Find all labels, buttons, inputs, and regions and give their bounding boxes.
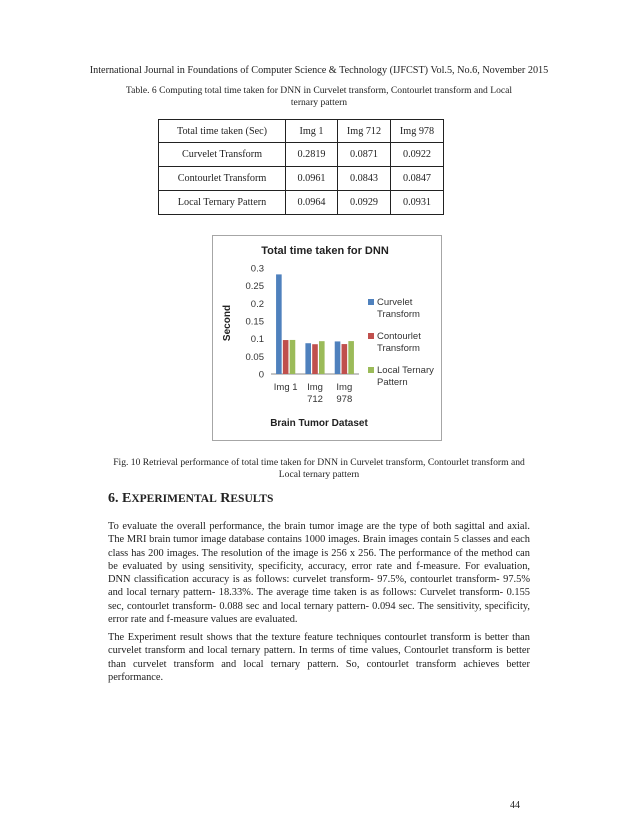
x-tick-label: 978 xyxy=(336,394,353,405)
time-table xyxy=(158,119,444,215)
table-cell: Local Ternary Pattern xyxy=(159,191,286,215)
bar-3-1 xyxy=(290,340,296,374)
legend-swatch xyxy=(368,333,374,339)
table-cell: 0.0931 xyxy=(391,191,444,215)
table-cell: Curvelet Transform xyxy=(159,143,286,167)
section-title-initial: R xyxy=(220,491,231,506)
paragraph: To evaluate the overall performance, the brain tumor image are the type of both sagittal and axial. The MRI brain tumor image database contains 1000 images. Brain images contain 5 classes and each class has 200 images. The resolution of the image is 256 x 256. The performance of the method can be evaluated by using sensitivity, specificity, accuracy, error rate and f-measure. For evaluation, DNN classification accuracy is as follows: curvelet transform- 97.5%, contourlet transform- 97.5% and local ternary pattern- 18.33%. The average time taken is as follows: Curvelet transform- 0.155 sec, contourlet transform- 0.088 sec and local ternary pattern- 0.094 sec. The sensitivity, specificity, error rate and f-measure values are evaluated. xyxy=(108,521,530,626)
legend-label: Transform xyxy=(377,309,420,320)
y-axis-label: Second xyxy=(222,304,233,342)
legend-swatch xyxy=(368,367,374,373)
table-row xyxy=(159,191,444,215)
table-header-cell: Img 978 xyxy=(391,120,444,143)
bar-1-3 xyxy=(335,341,341,374)
x-tick-label: Img 1 xyxy=(273,382,298,393)
section-title-initial: E xyxy=(122,491,132,506)
figure-caption xyxy=(108,457,530,481)
page-number: 44 xyxy=(510,800,520,811)
bar-2-2 xyxy=(312,344,318,374)
table-cell: 0.0961 xyxy=(286,167,338,191)
table-cell: 0.0964 xyxy=(286,191,338,215)
section-title-rest: XPERIMENTAL xyxy=(131,493,217,505)
table-cell: 0.0871 xyxy=(338,143,391,167)
table-cell: 0.0843 xyxy=(338,167,391,191)
figure-caption-line1: Fig. 10 Retrieval performance of total time taken for DNN in Curvelet transform, Contourlet transform and xyxy=(113,457,525,468)
table-header-row xyxy=(159,120,444,143)
chart-title: Total time taken for DNN xyxy=(261,245,389,257)
bar-3-2 xyxy=(319,341,325,374)
legend-label: Transform xyxy=(377,343,420,354)
paragraph: The Experiment result shows that the texture feature techniques contourlet transform is better than curvelet transform and local ternary pattern. In terms of time values, Contourlet transform is better than curvelet transform and local ternary pattern. So, contourlet transform achieves better performance. xyxy=(108,632,530,683)
table-caption-line1: Table. 6 Computing total time taken for DNN in Curvelet transform, Contourlet transform and Local xyxy=(125,85,513,96)
y-tick-label: 0.05 xyxy=(245,351,264,363)
table-cell: 0.0929 xyxy=(338,191,391,215)
bar-chart xyxy=(212,235,442,441)
bar-2-1 xyxy=(283,340,289,374)
table-row xyxy=(159,167,444,191)
legend-label: Local Ternary xyxy=(377,365,434,376)
table-header-cell: Img 1 xyxy=(286,120,338,143)
x-tick-label: Img xyxy=(307,382,323,393)
y-tick-label: 0 xyxy=(258,369,264,381)
legend-label: Curvelet xyxy=(377,297,413,308)
section-heading xyxy=(108,491,273,507)
table-cell: 0.0847 xyxy=(391,167,444,191)
table-header-cell: Img 712 xyxy=(338,120,391,143)
section-title-rest: ESULTS xyxy=(230,493,274,505)
table-row xyxy=(159,143,444,167)
bar-1-1 xyxy=(276,274,282,374)
bar-2-3 xyxy=(342,344,348,374)
x-axis-label: Brain Tumor Dataset xyxy=(270,418,368,429)
table-header-cell: Total time taken (Sec) xyxy=(159,120,286,143)
x-tick-label: 712 xyxy=(307,394,323,405)
legend-label: Pattern xyxy=(377,377,408,388)
section-number: 6. xyxy=(108,491,119,506)
table-caption-line2: ternary pattern xyxy=(290,97,348,108)
legend-swatch xyxy=(368,299,374,305)
y-tick-label: 0.15 xyxy=(245,316,264,328)
bar-3-3 xyxy=(348,341,354,374)
y-tick-label: 0.25 xyxy=(245,281,264,293)
x-tick-label: Img xyxy=(336,382,353,393)
table-caption xyxy=(108,85,530,109)
legend-label: Contourlet xyxy=(377,331,421,342)
figure-caption-line2: Local ternary pattern xyxy=(278,469,360,480)
y-tick-label: 0.2 xyxy=(250,298,264,310)
y-tick-label: 0.3 xyxy=(250,263,264,275)
bar-1-2 xyxy=(305,343,311,374)
table-cell: 0.2819 xyxy=(286,143,338,167)
y-tick-label: 0.1 xyxy=(250,334,264,346)
table-cell: Contourlet Transform xyxy=(159,167,286,191)
journal-header: International Journal in Foundations of Computer Science & Technology (IJFCST) Vol.5, No.6, November 2015 xyxy=(89,65,549,76)
table-cell: 0.0922 xyxy=(391,143,444,167)
